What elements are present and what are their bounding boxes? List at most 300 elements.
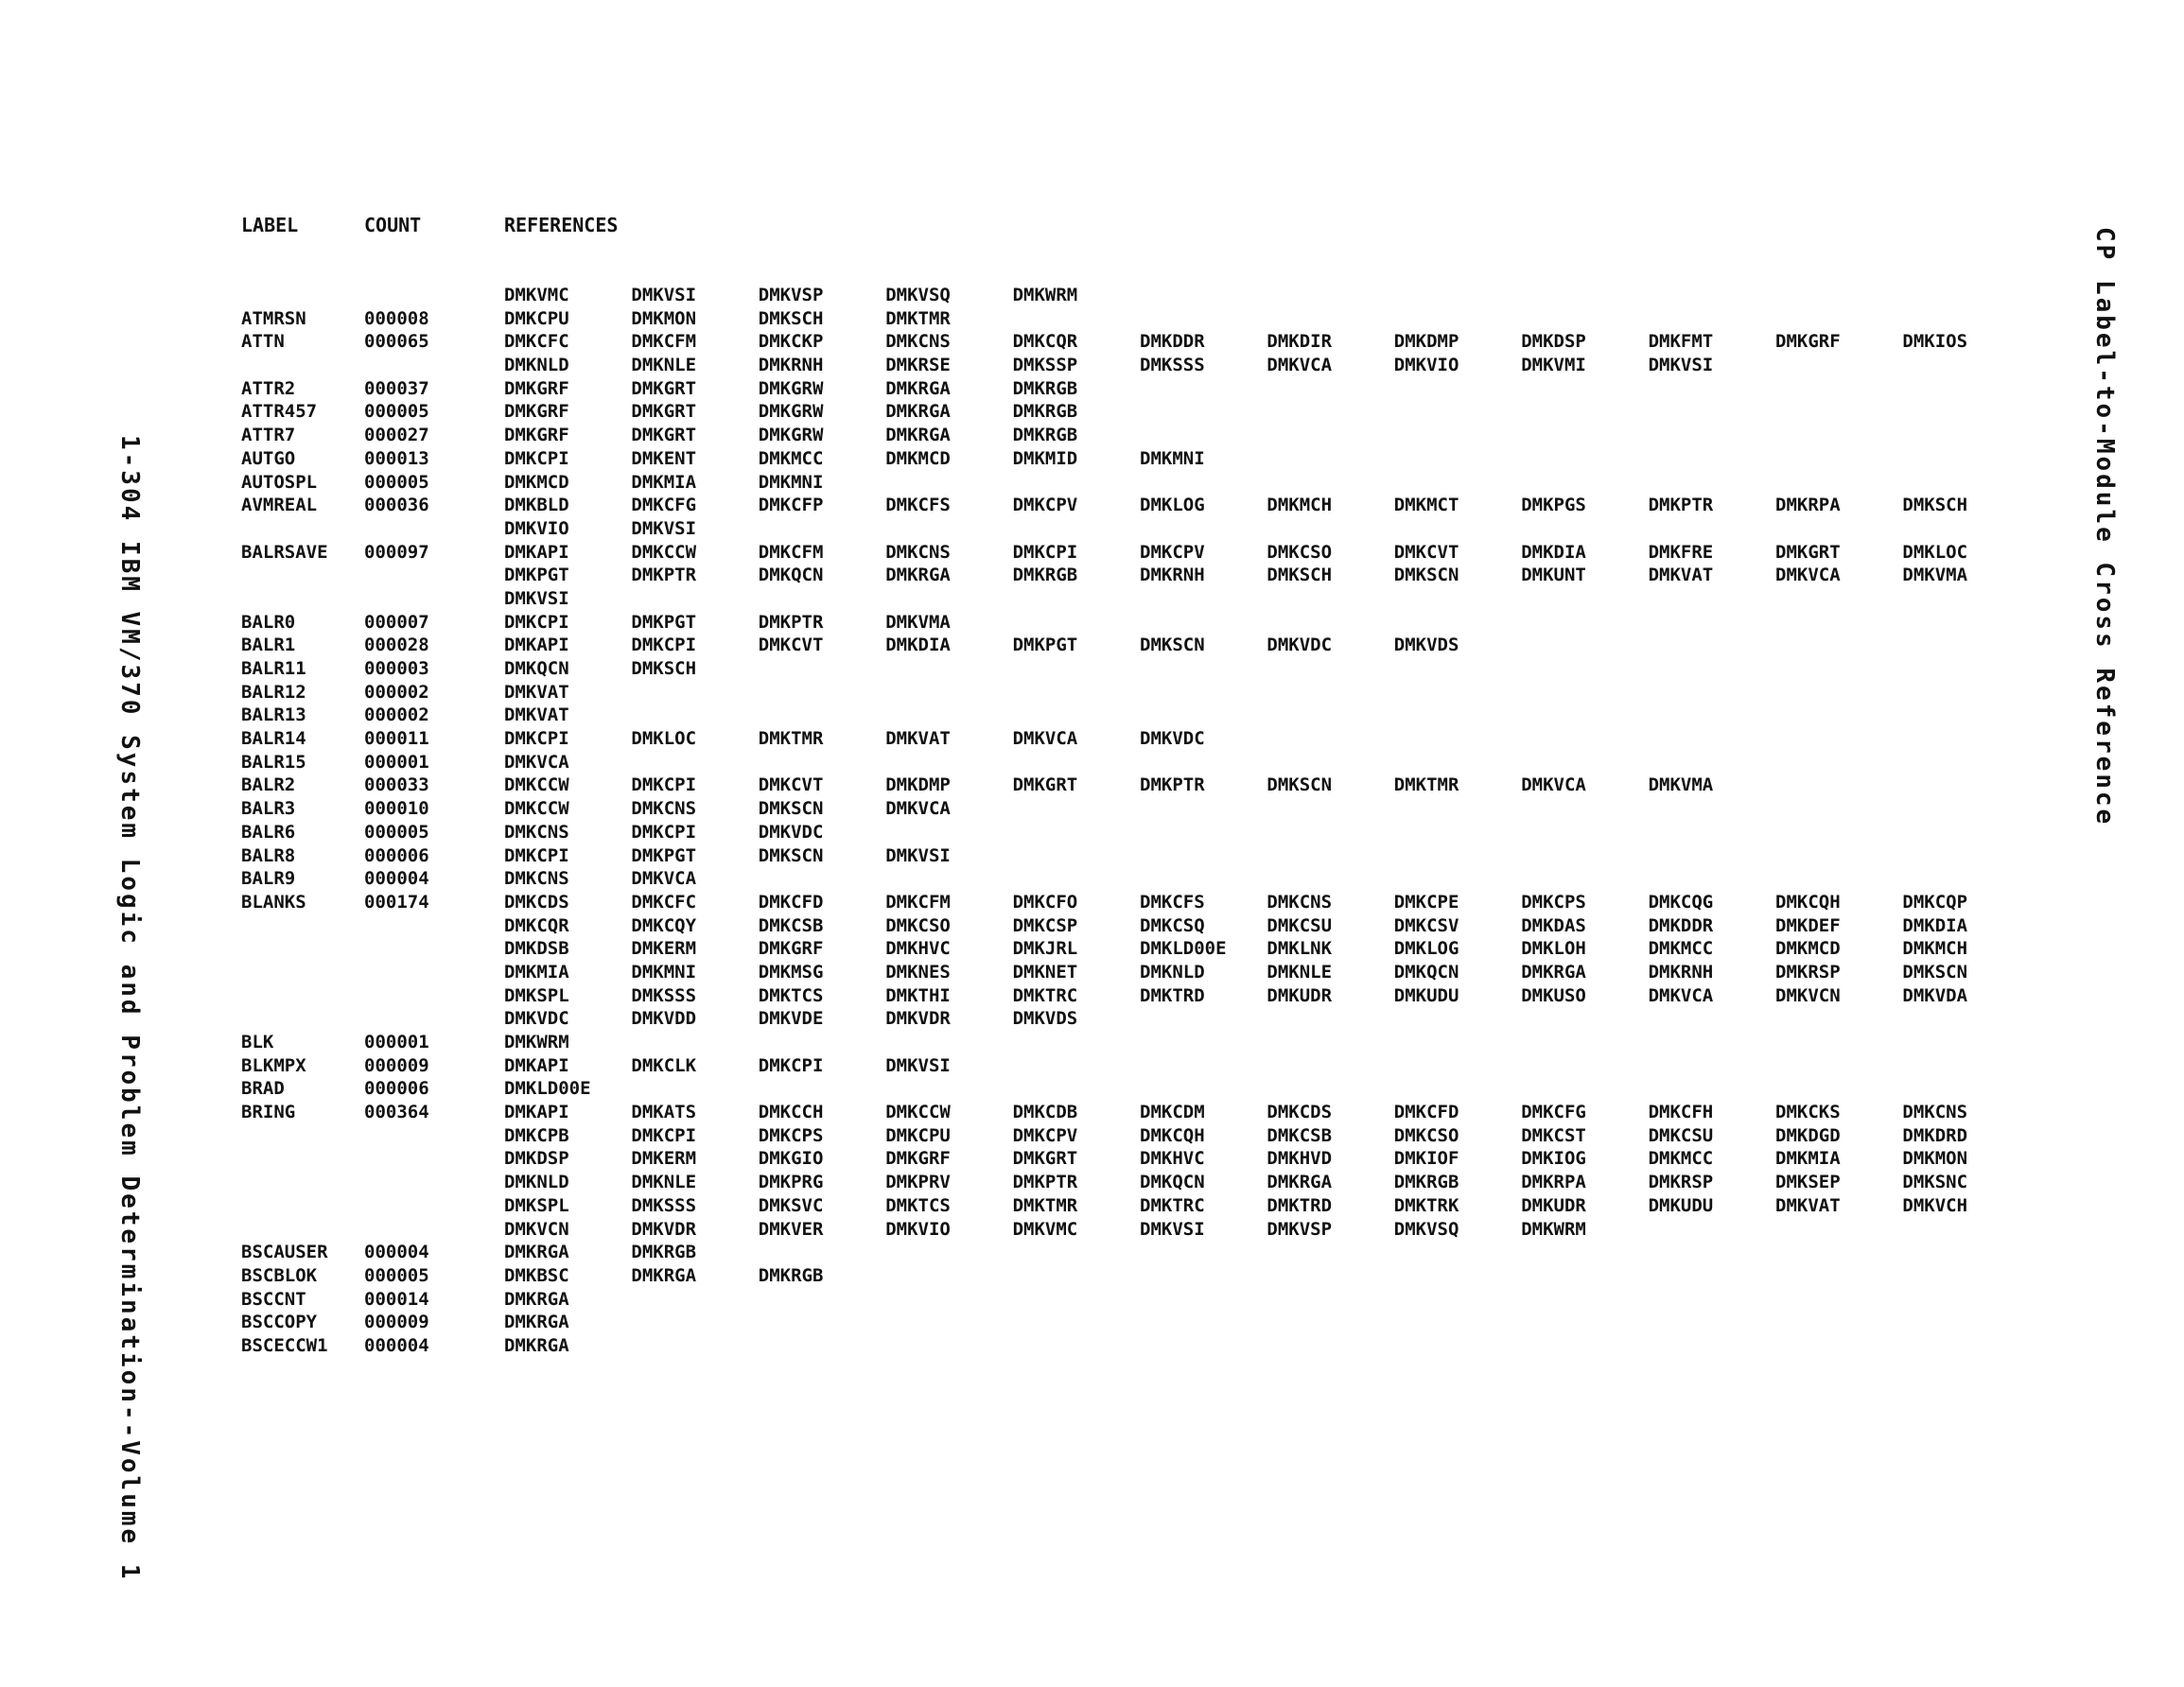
row-count: 000005 [364, 401, 429, 423]
module-reference: DMKCQR [504, 914, 569, 936]
module-reference: DMKVCA [504, 751, 569, 773]
row-count: 000065 [364, 331, 429, 353]
row-count: 000033 [364, 774, 429, 796]
module-reference: DMKCPV [1012, 1124, 1078, 1146]
row-count: 000036 [364, 495, 429, 516]
module-reference: DMKCSQ [1140, 914, 1205, 936]
module-reference: DMKVAT [885, 728, 951, 750]
module-reference: DMKCSO [1393, 1124, 1459, 1146]
row-label: BALR3 [241, 798, 296, 820]
module-reference: DMKMON [631, 307, 697, 329]
row-label: BSCCNT [241, 1288, 306, 1310]
module-reference: DMKSSP [1012, 355, 1078, 376]
row-count: 000002 [364, 704, 429, 726]
module-reference: DMKDSB [504, 938, 569, 960]
module-reference: DMKQCN [504, 658, 569, 679]
module-reference: DMKVDC [504, 1008, 569, 1030]
table-row [241, 1311, 1991, 1334]
module-reference: DMKCPS [758, 1124, 824, 1146]
module-reference: DMKLOH [1521, 938, 1586, 960]
module-reference: DMKCSV [1393, 914, 1459, 936]
module-reference: DMKCCW [504, 774, 569, 796]
table-row [241, 1171, 1991, 1194]
row-count: 000364 [364, 1102, 429, 1123]
table-row [241, 634, 1991, 657]
module-reference: DMKCCH [758, 1102, 824, 1123]
module-reference: DMKVMA [885, 611, 951, 633]
module-reference: DMKPTR [1648, 495, 1714, 516]
module-reference: DMKDMP [885, 774, 951, 796]
module-reference: DMKGRF [504, 377, 569, 399]
module-reference: DMKRGB [1012, 377, 1078, 399]
table-row [241, 1007, 1991, 1031]
module-reference: DMKSCH [1902, 495, 1968, 516]
table-row [241, 424, 1991, 447]
module-reference: DMKHVD [1267, 1148, 1333, 1170]
module-reference: DMKHVC [1140, 1148, 1205, 1170]
module-reference: DMKSCH [631, 658, 697, 679]
row-count: 000006 [364, 844, 429, 866]
module-reference: DMKGRF [504, 401, 569, 423]
module-reference: DMKCFS [1140, 891, 1205, 913]
module-reference: DMKVAT [1648, 565, 1714, 586]
module-reference: DMKCPE [1393, 891, 1459, 913]
module-reference: DMKUDR [1267, 984, 1333, 1006]
module-reference: DMKTRD [1140, 984, 1205, 1006]
row-count: 000001 [364, 751, 429, 773]
module-reference: DMKRPA [1775, 495, 1841, 516]
module-reference: DMKUSO [1521, 984, 1586, 1006]
module-reference: DMKPGT [504, 565, 569, 586]
row-count: 000005 [364, 821, 429, 843]
module-reference: DMKDRD [1902, 1124, 1968, 1146]
module-reference: DMKCFP [758, 495, 824, 516]
module-reference: DMKVMA [1902, 565, 1968, 586]
module-reference: DMKFMT [1648, 331, 1714, 353]
row-count: 000002 [364, 681, 429, 703]
module-reference: DMKSCN [1902, 961, 1968, 983]
module-reference: DMKJRL [1012, 938, 1078, 960]
row-label: BALR15 [241, 751, 306, 773]
row-count: 000004 [364, 1334, 429, 1356]
module-reference: DMKVCN [504, 1218, 569, 1240]
module-reference: DMKVCA [631, 868, 697, 890]
module-reference: DMKQCN [1393, 961, 1459, 983]
module-reference: DMKSPL [504, 984, 569, 1006]
row-count: 000004 [364, 1242, 429, 1263]
module-reference: DMKPGT [631, 611, 697, 633]
table-row [241, 284, 1991, 307]
cross-reference-table [241, 214, 1991, 1358]
module-reference: DMKCDS [1267, 1102, 1333, 1123]
module-reference: DMKCLK [631, 1054, 697, 1076]
table-body [241, 284, 1991, 1358]
module-reference: DMKDSP [504, 1148, 569, 1170]
module-reference: DMKMCC [1648, 1148, 1714, 1170]
module-reference: DMKLD00E [1140, 938, 1227, 960]
row-count: 000097 [364, 541, 429, 563]
module-reference: DMKVSQ [885, 285, 951, 305]
table-row [241, 564, 1991, 587]
module-reference: DMKGRW [758, 425, 824, 446]
module-reference: DMKMCD [1775, 938, 1841, 960]
module-reference: DMKTMR [1393, 774, 1459, 796]
module-reference: DMKIOG [1521, 1148, 1586, 1170]
module-reference: DMKVMC [504, 285, 569, 305]
module-reference: DMKVIO [504, 517, 569, 539]
module-reference: DMKVCA [1012, 728, 1078, 750]
row-label: BLANKS [241, 891, 306, 913]
row-label: BALR2 [241, 774, 296, 796]
module-reference: DMKRGB [1012, 565, 1078, 586]
module-reference: DMKDAS [1521, 914, 1586, 936]
module-reference: DMKRGA [885, 401, 951, 423]
row-label: ATTR457 [241, 401, 318, 423]
table-row [241, 984, 1991, 1008]
row-label: BALR1 [241, 635, 296, 656]
row-count: 000037 [364, 377, 429, 399]
module-reference: DMKAPI [504, 635, 569, 656]
module-reference: DMKNLD [504, 355, 569, 376]
module-reference: DMKRGA [885, 377, 951, 399]
row-label: BALR9 [241, 868, 296, 890]
row-count: 000003 [364, 658, 429, 679]
module-reference: DMKGRT [1775, 541, 1841, 563]
module-reference: DMKVDD [631, 1008, 697, 1030]
module-reference: DMKCPV [1012, 495, 1078, 516]
module-reference: DMKPTR [1140, 774, 1205, 796]
row-label: BLK [241, 1032, 274, 1052]
module-reference: DMKCSB [1267, 1124, 1333, 1146]
module-reference: DMKGRT [1012, 1148, 1078, 1170]
module-reference: DMKCSU [1648, 1124, 1714, 1146]
module-reference: DMKIOS [1902, 331, 1968, 353]
module-reference: DMKVSP [1267, 1218, 1333, 1240]
module-reference: DMKCFG [1521, 1102, 1586, 1123]
section-title: CP Label-to-Module Cross Reference [2090, 227, 2119, 827]
module-reference: DMKENT [631, 447, 697, 469]
module-reference: DMKLOC [1902, 541, 1968, 563]
module-reference: DMKTRC [1140, 1194, 1205, 1216]
module-reference: DMKVSI [1648, 355, 1714, 376]
module-reference: DMKUDU [1648, 1194, 1714, 1216]
module-reference: DMKLOG [1393, 938, 1459, 960]
module-reference: DMKVDC [758, 821, 824, 843]
table-row [241, 1031, 1991, 1054]
module-reference: DMKCPI [758, 1054, 824, 1076]
module-reference: DMKPTR [631, 565, 697, 586]
table-header [241, 214, 1991, 238]
module-reference: DMKDIA [885, 635, 951, 656]
module-reference: DMKTRC [1012, 984, 1078, 1006]
module-reference: DMKCQH [1775, 891, 1841, 913]
module-reference: DMKSCH [758, 307, 824, 329]
module-reference: DMKRNH [758, 355, 824, 376]
row-count: 000009 [364, 1054, 429, 1076]
row-label: BALR8 [241, 844, 296, 866]
table-row [241, 844, 1991, 868]
module-reference: DMKCNS [885, 541, 951, 563]
module-reference: DMKCVT [1393, 541, 1459, 563]
row-label: BALRSAVE [241, 541, 328, 563]
row-label: ATTR7 [241, 425, 296, 446]
module-reference: DMKCPU [504, 307, 569, 329]
module-reference: DMKDIR [1267, 331, 1333, 353]
module-reference: DMKRGA [504, 1312, 569, 1333]
table-row [241, 821, 1991, 844]
module-reference: DMKERM [631, 1148, 697, 1170]
module-reference: DMKVDS [1012, 1008, 1078, 1030]
module-reference: DMKVMA [1648, 774, 1714, 796]
module-reference: DMKCFC [631, 891, 697, 913]
module-reference: DMKMCH [1902, 938, 1968, 960]
module-reference: DMKCVT [758, 635, 824, 656]
module-reference: DMKMIA [631, 471, 697, 493]
row-label: BRING [241, 1102, 296, 1123]
count-column-header: COUNT [364, 214, 422, 236]
module-reference: DMKNET [1012, 961, 1078, 983]
table-row [241, 377, 1991, 401]
module-reference: DMKCQH [1140, 1124, 1205, 1146]
module-reference: DMKBSC [504, 1264, 569, 1286]
row-label: BALR13 [241, 704, 306, 726]
module-reference: DMKSEP [1775, 1172, 1841, 1193]
module-reference: DMKTMR [758, 728, 824, 750]
module-reference: DMKCSB [758, 914, 824, 936]
module-reference: DMKSCN [1393, 565, 1459, 586]
module-reference: DMKNLE [1267, 961, 1333, 983]
table-row [241, 471, 1991, 495]
module-reference: DMKGIO [758, 1148, 824, 1170]
module-reference: DMKCPU [885, 1124, 951, 1146]
row-count: 000007 [364, 611, 429, 633]
module-reference: DMKCDM [1140, 1102, 1205, 1123]
row-count: 000006 [364, 1078, 429, 1100]
module-reference: DMKUDU [1393, 984, 1459, 1006]
module-reference: DMKSCN [1267, 774, 1333, 796]
row-count: 000174 [364, 891, 429, 913]
module-reference: DMKRGB [1012, 401, 1078, 423]
module-reference: DMKMIA [504, 961, 569, 983]
table-row [241, 961, 1991, 984]
module-reference: DMKRGB [1393, 1172, 1459, 1193]
module-reference: DMKUDR [1521, 1194, 1586, 1216]
module-reference: DMKRGA [885, 565, 951, 586]
module-reference: DMKRGA [1267, 1172, 1333, 1193]
module-reference: DMKVCA [885, 798, 951, 820]
module-reference: DMKLD00E [504, 1078, 591, 1100]
module-reference: DMKCFM [885, 891, 951, 913]
module-reference: DMKTRK [1393, 1194, 1459, 1216]
module-reference: DMKCPI [1012, 541, 1078, 563]
module-reference: DMKCPS [1521, 891, 1586, 913]
module-reference: DMKNLD [504, 1172, 569, 1193]
row-count: 000005 [364, 1264, 429, 1286]
row-label: AUTGO [241, 447, 296, 469]
module-reference: DMKCNS [1902, 1102, 1968, 1123]
module-reference: DMKPTR [1012, 1172, 1078, 1193]
module-reference: DMKERM [631, 938, 697, 960]
module-reference: DMKPGT [1012, 635, 1078, 656]
module-reference: DMKCQR [1012, 331, 1078, 353]
module-reference: DMKRNH [1140, 565, 1205, 586]
module-reference: DMKVCA [1775, 565, 1841, 586]
module-reference: DMKPRG [758, 1172, 824, 1193]
module-reference: DMKCFG [631, 495, 697, 516]
row-count: 000005 [364, 471, 429, 493]
module-reference: DMKMNI [631, 961, 697, 983]
table-row [241, 704, 1991, 727]
module-reference: DMKCPI [504, 728, 569, 750]
module-reference: DMKVCN [1775, 984, 1841, 1006]
table-row [241, 1288, 1991, 1312]
table-row [241, 914, 1991, 938]
module-reference: DMKAPI [504, 541, 569, 563]
table-row [241, 1124, 1991, 1148]
module-reference: DMKVSP [758, 285, 824, 305]
module-reference: DMKCPI [504, 844, 569, 866]
row-label: AUTOSPL [241, 471, 318, 493]
module-reference: DMKVMC [1012, 1218, 1078, 1240]
table-row [241, 1218, 1991, 1242]
page-footer-rotated [106, 435, 144, 1582]
module-reference: DMKSPL [504, 1194, 569, 1216]
module-reference: DMKVAT [504, 704, 569, 726]
module-reference: DMKCSP [1012, 914, 1078, 936]
module-reference: DMKCPI [631, 821, 697, 843]
table-row [241, 1147, 1991, 1171]
module-reference: DMKVSQ [1393, 1218, 1459, 1240]
row-label: BALR0 [241, 611, 296, 633]
module-reference: DMKCDB [1012, 1102, 1078, 1123]
module-reference: DMKGRT [631, 401, 697, 423]
table-row [241, 494, 1991, 517]
module-reference: DMKCKS [1775, 1102, 1841, 1123]
module-reference: DMKMCT [1393, 495, 1459, 516]
module-reference: DMKRGA [631, 1264, 697, 1286]
module-reference: DMKSCN [1140, 635, 1205, 656]
row-count: 000009 [364, 1312, 429, 1333]
module-reference: DMKRGA [1521, 961, 1586, 983]
row-label: ATMRSN [241, 307, 306, 329]
module-reference: DMKVSI [1140, 1218, 1205, 1240]
module-reference: DMKTRD [1267, 1194, 1333, 1216]
module-reference: DMKDDR [1140, 331, 1205, 353]
module-reference: DMKSCH [1267, 565, 1333, 586]
module-reference: DMKAPI [504, 1054, 569, 1076]
row-label: BSCAUSER [241, 1242, 328, 1263]
module-reference: DMKCKP [758, 331, 824, 353]
row-label: BALR6 [241, 821, 296, 843]
module-reference: DMKRPA [1521, 1172, 1586, 1193]
module-reference: DMKGRF [758, 938, 824, 960]
module-reference: DMKSCN [758, 844, 824, 866]
table-row [241, 867, 1991, 891]
module-reference: DMKMCC [1648, 938, 1714, 960]
table-row [241, 1101, 1991, 1124]
module-reference: DMKMID [1012, 447, 1078, 469]
module-reference: DMKCQG [1648, 891, 1714, 913]
module-reference: DMKGRW [758, 377, 824, 399]
references-column-header: REFERENCES [504, 214, 619, 236]
module-reference: DMKCPI [631, 1124, 697, 1146]
module-reference: DMKCPI [631, 635, 697, 656]
module-reference: DMKCQP [1902, 891, 1968, 913]
module-reference: DMKDIA [1902, 914, 1968, 936]
module-reference: DMKRGA [504, 1242, 569, 1263]
module-reference: DMKVDA [1902, 984, 1968, 1006]
module-reference: DMKSSS [631, 1194, 697, 1216]
module-reference: DMKDDR [1648, 914, 1714, 936]
module-reference: DMKPTR [758, 611, 824, 633]
table-row [241, 330, 1991, 354]
module-reference: DMKCPV [1140, 541, 1205, 563]
module-reference: DMKRNH [1648, 961, 1714, 983]
module-reference: DMKTMR [1012, 1194, 1078, 1216]
module-reference: DMKNLE [631, 355, 697, 376]
module-reference: DMKCST [1521, 1124, 1586, 1146]
row-count: 000004 [364, 868, 429, 890]
module-reference: DMKSSS [631, 984, 697, 1006]
module-reference: DMKDGD [1775, 1124, 1841, 1146]
module-reference: DMKVSI [504, 587, 569, 609]
module-reference: DMKCFH [1648, 1102, 1714, 1123]
module-reference: DMKWRM [1521, 1218, 1586, 1240]
module-reference: DMKRSE [885, 355, 951, 376]
module-reference: DMKVMI [1521, 355, 1586, 376]
module-reference: DMKRSP [1648, 1172, 1714, 1193]
module-reference: DMKFRE [1648, 541, 1714, 563]
module-reference: DMKCCW [504, 798, 569, 820]
module-reference: DMKQCN [758, 565, 824, 586]
module-reference: DMKGRT [631, 425, 697, 446]
table-row [241, 681, 1991, 704]
module-reference: DMKCNS [504, 868, 569, 890]
module-reference: DMKAPI [504, 1102, 569, 1123]
module-reference: DMKHVC [885, 938, 951, 960]
table-row [241, 1334, 1991, 1358]
label-column-header: LABEL [241, 214, 299, 236]
module-reference: DMKGRW [758, 401, 824, 423]
module-reference: DMKRGA [885, 425, 951, 446]
module-reference: DMKMNI [758, 471, 824, 493]
module-reference: DMKVER [758, 1218, 824, 1240]
table-row [241, 1264, 1991, 1288]
module-reference: DMKCFC [504, 331, 569, 353]
table-row [241, 891, 1991, 914]
table-row [241, 517, 1991, 541]
module-reference: DMKGRF [1775, 331, 1841, 353]
module-reference: DMKMCC [758, 447, 824, 469]
module-reference: DMKCNS [885, 331, 951, 353]
module-reference: DMKWRM [1012, 285, 1078, 305]
row-count: 000014 [364, 1288, 429, 1310]
table-row [241, 354, 1991, 377]
module-reference: DMKLOC [631, 728, 697, 750]
table-row [241, 751, 1991, 774]
row-count: 000027 [364, 425, 429, 446]
module-reference: DMKGRT [1012, 774, 1078, 796]
table-row [241, 447, 1991, 471]
module-reference: DMKRGA [504, 1334, 569, 1356]
module-reference: DMKCFO [1012, 891, 1078, 913]
module-reference: DMKLNK [1267, 938, 1333, 960]
module-reference: DMKVDC [1140, 728, 1205, 750]
row-label: AVMREAL [241, 495, 318, 516]
module-reference: DMKDIA [1521, 541, 1586, 563]
module-reference: DMKQCN [1140, 1172, 1205, 1193]
module-reference: DMKMCH [1267, 495, 1333, 516]
